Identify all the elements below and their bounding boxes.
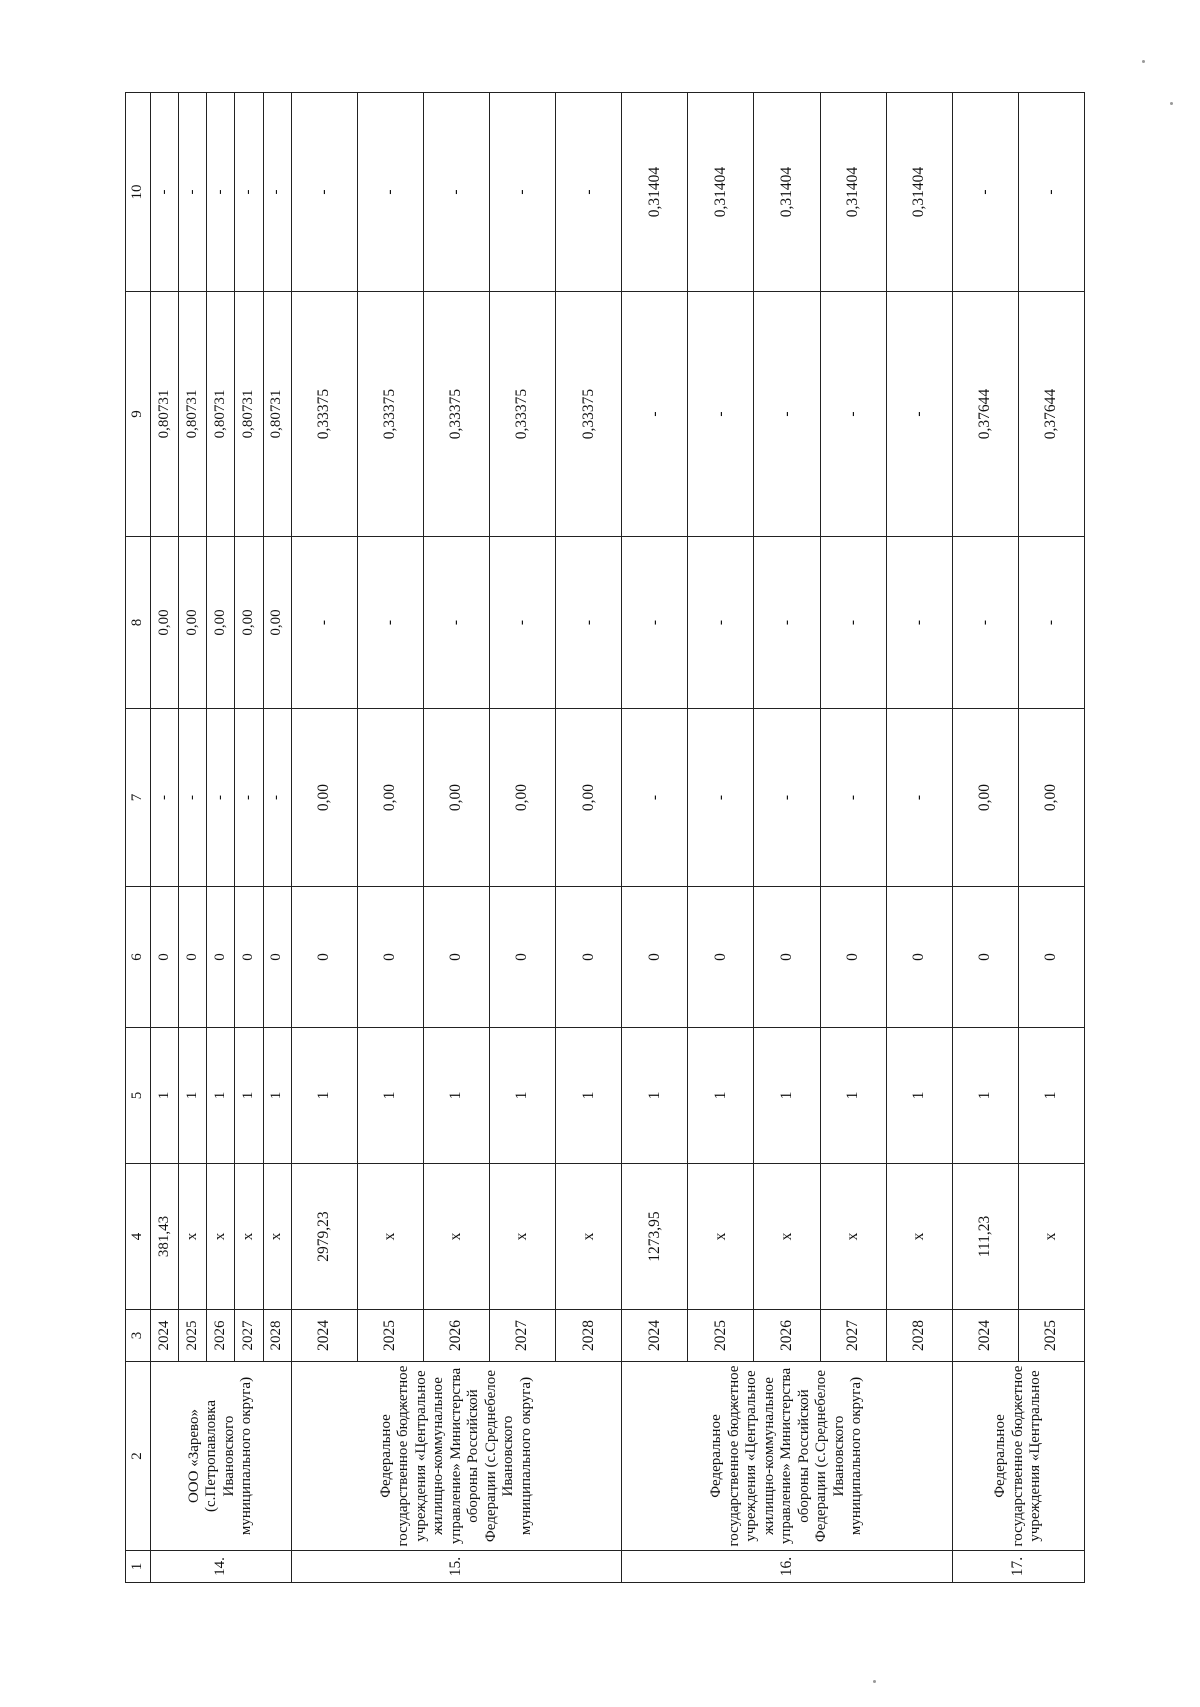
value-cell-c9: 0,80731 bbox=[263, 292, 291, 537]
value-cell-c10: - bbox=[1018, 93, 1084, 292]
value-cell-c7: 0,00 bbox=[357, 709, 423, 887]
value-cell-c10: - bbox=[952, 93, 1018, 292]
value-cell-c8: - bbox=[622, 537, 688, 709]
value-cell-c9: - bbox=[754, 292, 820, 537]
header-cell: 2 bbox=[126, 1362, 151, 1551]
value-cell-c6: 0 bbox=[952, 887, 1018, 1028]
table-row bbox=[263, 93, 291, 1583]
rotated-table-container bbox=[125, 93, 1085, 1583]
value-cell-c6: 0 bbox=[556, 887, 622, 1028]
value-cell-c6: 0 bbox=[235, 887, 263, 1028]
value-cell-c4: x bbox=[357, 1164, 423, 1310]
value-cell-c4: x bbox=[179, 1164, 207, 1310]
value-cell-c5: 1 bbox=[688, 1028, 754, 1164]
value-cell-c8: - bbox=[886, 537, 952, 709]
table-row bbox=[179, 93, 207, 1583]
value-cell-c9: 0,80731 bbox=[150, 292, 178, 537]
table-row bbox=[886, 93, 952, 1583]
value-cell-c6: 0 bbox=[423, 887, 489, 1028]
value-cell-c8: - bbox=[291, 537, 357, 709]
value-cell-c9: 0,33375 bbox=[357, 292, 423, 537]
value-cell-c9: 0,33375 bbox=[490, 292, 556, 537]
value-cell-c8: - bbox=[754, 537, 820, 709]
value-cell-c5: 1 bbox=[556, 1028, 622, 1164]
value-cell-c9: - bbox=[688, 292, 754, 537]
row-number: 17. bbox=[952, 1551, 1084, 1583]
value-cell-c4: 2979,23 bbox=[291, 1164, 357, 1310]
value-cell-c7: 0,00 bbox=[490, 709, 556, 887]
value-cell-c4: x bbox=[235, 1164, 263, 1310]
year-cell: 2026 bbox=[754, 1310, 820, 1362]
value-cell-c10: - bbox=[150, 93, 178, 292]
value-cell-c4: x bbox=[556, 1164, 622, 1310]
value-cell-c5: 1 bbox=[622, 1028, 688, 1164]
value-cell-c7: - bbox=[150, 709, 178, 887]
value-cell-c9: - bbox=[886, 292, 952, 537]
header-cell: 1 bbox=[126, 1551, 151, 1583]
table-row bbox=[357, 93, 423, 1583]
value-cell-c6: 0 bbox=[263, 887, 291, 1028]
year-cell: 2028 bbox=[263, 1310, 291, 1362]
table-row bbox=[688, 93, 754, 1583]
value-cell-c9: 0,37644 bbox=[952, 292, 1018, 537]
value-cell-c5: 1 bbox=[150, 1028, 178, 1164]
value-cell-c8: - bbox=[357, 537, 423, 709]
header-cell: 8 bbox=[126, 537, 151, 709]
value-cell-c6: 0 bbox=[1018, 887, 1084, 1028]
value-cell-c6: 0 bbox=[150, 887, 178, 1028]
value-cell-c10: - bbox=[291, 93, 357, 292]
value-cell-c6: 0 bbox=[688, 887, 754, 1028]
scan-speck bbox=[873, 1680, 876, 1683]
value-cell-c4: x bbox=[263, 1164, 291, 1310]
year-cell: 2027 bbox=[820, 1310, 886, 1362]
table-row bbox=[622, 93, 688, 1583]
value-cell-c7: 0,00 bbox=[291, 709, 357, 887]
value-cell-c4: 1273,95 bbox=[622, 1164, 688, 1310]
value-cell-c4: x bbox=[688, 1164, 754, 1310]
value-cell-c7: 0,00 bbox=[952, 709, 1018, 887]
value-cell-c8: 0,00 bbox=[150, 537, 178, 709]
value-cell-c8: 0,00 bbox=[263, 537, 291, 709]
value-cell-c10: - bbox=[423, 93, 489, 292]
value-cell-c10: 0,31404 bbox=[754, 93, 820, 292]
row-number: 16. bbox=[622, 1551, 952, 1583]
organization-name: Федеральное государственное бюджетное учреждения «Центральное жилищно-коммунальное управление» Министерства обороны Российской Федерации (с.Среднебелое Ивановского муниципального округа) bbox=[291, 1362, 621, 1551]
value-cell-c4: x bbox=[754, 1164, 820, 1310]
scan-speck bbox=[1170, 102, 1173, 105]
value-cell-c4: 111,23 bbox=[952, 1164, 1018, 1310]
header-row bbox=[126, 93, 151, 1583]
value-cell-c4: 381,43 bbox=[150, 1164, 178, 1310]
value-cell-c8: - bbox=[490, 537, 556, 709]
table-row bbox=[423, 93, 489, 1583]
header-cell: 5 bbox=[126, 1028, 151, 1164]
value-cell-c10: 0,31404 bbox=[886, 93, 952, 292]
value-cell-c8: - bbox=[1018, 537, 1084, 709]
header-cell: 4 bbox=[126, 1164, 151, 1310]
value-cell-c10: - bbox=[179, 93, 207, 292]
value-cell-c5: 1 bbox=[179, 1028, 207, 1164]
value-cell-c10: 0,31404 bbox=[820, 93, 886, 292]
value-cell-c4: x bbox=[1018, 1164, 1084, 1310]
value-cell-c7: - bbox=[754, 709, 820, 887]
header-cell: 6 bbox=[126, 887, 151, 1028]
value-cell-c6: 0 bbox=[754, 887, 820, 1028]
value-cell-c6: 0 bbox=[291, 887, 357, 1028]
year-cell: 2025 bbox=[179, 1310, 207, 1362]
value-cell-c10: 0,31404 bbox=[688, 93, 754, 292]
value-cell-c10: - bbox=[263, 93, 291, 292]
year-cell: 2024 bbox=[150, 1310, 178, 1362]
table-row bbox=[754, 93, 820, 1583]
value-cell-c6: 0 bbox=[179, 887, 207, 1028]
scan-speck bbox=[1142, 60, 1145, 63]
value-cell-c10: - bbox=[207, 93, 235, 292]
value-cell-c9: 0,80731 bbox=[179, 292, 207, 537]
year-cell: 2027 bbox=[235, 1310, 263, 1362]
year-cell: 2025 bbox=[357, 1310, 423, 1362]
row-number: 15. bbox=[291, 1551, 621, 1583]
value-cell-c10: - bbox=[490, 93, 556, 292]
value-cell-c10: - bbox=[357, 93, 423, 292]
table-row bbox=[291, 93, 357, 1583]
year-cell: 2028 bbox=[886, 1310, 952, 1362]
value-cell-c9: 0,80731 bbox=[207, 292, 235, 537]
year-cell: 2026 bbox=[207, 1310, 235, 1362]
organization-name: ООО «Зарево» (с.Петропавловка Ивановского муниципального округа) bbox=[150, 1362, 291, 1551]
value-cell-c7: - bbox=[263, 709, 291, 887]
value-cell-c6: 0 bbox=[886, 887, 952, 1028]
value-cell-c7: 0,00 bbox=[1018, 709, 1084, 887]
value-cell-c8: - bbox=[556, 537, 622, 709]
value-cell-c6: 0 bbox=[820, 887, 886, 1028]
value-cell-c5: 1 bbox=[952, 1028, 1018, 1164]
value-cell-c5: 1 bbox=[207, 1028, 235, 1164]
value-cell-c7: - bbox=[688, 709, 754, 887]
header-cell: 7 bbox=[126, 709, 151, 887]
value-cell-c7: - bbox=[820, 709, 886, 887]
value-cell-c5: 1 bbox=[423, 1028, 489, 1164]
value-cell-c7: - bbox=[622, 709, 688, 887]
value-cell-c7: 0,00 bbox=[423, 709, 489, 887]
table-row bbox=[820, 93, 886, 1583]
year-cell: 2024 bbox=[622, 1310, 688, 1362]
value-cell-c7: 0,00 bbox=[556, 709, 622, 887]
value-cell-c8: 0,00 bbox=[235, 537, 263, 709]
value-cell-c9: 0,80731 bbox=[235, 292, 263, 537]
year-cell: 2024 bbox=[291, 1310, 357, 1362]
table-row bbox=[490, 93, 556, 1583]
value-cell-c9: - bbox=[820, 292, 886, 537]
value-cell-c4: x bbox=[490, 1164, 556, 1310]
value-cell-c9: - bbox=[622, 292, 688, 537]
year-cell: 2025 bbox=[1018, 1310, 1084, 1362]
year-cell: 2028 bbox=[556, 1310, 622, 1362]
table-row bbox=[952, 93, 1018, 1583]
value-cell-c5: 1 bbox=[263, 1028, 291, 1164]
table-row bbox=[235, 93, 263, 1583]
value-cell-c5: 1 bbox=[1018, 1028, 1084, 1164]
value-cell-c5: 1 bbox=[235, 1028, 263, 1164]
value-cell-c7: - bbox=[235, 709, 263, 887]
value-cell-c10: 0,31404 bbox=[622, 93, 688, 292]
value-cell-c4: x bbox=[207, 1164, 235, 1310]
value-cell-c4: x bbox=[886, 1164, 952, 1310]
value-cell-c9: 0,37644 bbox=[1018, 292, 1084, 537]
value-cell-c9: 0,33375 bbox=[291, 292, 357, 537]
table-row bbox=[1018, 93, 1084, 1583]
year-cell: 2026 bbox=[423, 1310, 489, 1362]
value-cell-c9: 0,33375 bbox=[556, 292, 622, 537]
value-cell-c6: 0 bbox=[357, 887, 423, 1028]
year-cell: 2025 bbox=[688, 1310, 754, 1362]
header-cell: 3 bbox=[126, 1310, 151, 1362]
tariff-table bbox=[125, 92, 1085, 1583]
value-cell-c9: 0,33375 bbox=[423, 292, 489, 537]
value-cell-c5: 1 bbox=[820, 1028, 886, 1164]
value-cell-c6: 0 bbox=[207, 887, 235, 1028]
table-row bbox=[207, 93, 235, 1583]
value-cell-c7: - bbox=[886, 709, 952, 887]
value-cell-c5: 1 bbox=[754, 1028, 820, 1164]
value-cell-c5: 1 bbox=[490, 1028, 556, 1164]
value-cell-c8: - bbox=[423, 537, 489, 709]
value-cell-c6: 0 bbox=[490, 887, 556, 1028]
value-cell-c8: - bbox=[820, 537, 886, 709]
value-cell-c10: - bbox=[235, 93, 263, 292]
value-cell-c5: 1 bbox=[357, 1028, 423, 1164]
table-row bbox=[556, 93, 622, 1583]
value-cell-c8: 0,00 bbox=[179, 537, 207, 709]
year-cell: 2024 bbox=[952, 1310, 1018, 1362]
header-cell: 10 bbox=[126, 93, 151, 292]
value-cell-c4: x bbox=[423, 1164, 489, 1310]
organization-name: Федеральное государственное бюджетное учреждения «Центральное жилищно-коммунальное управление» Министерства обороны Российской Федерации (с.Среднебелое Ивановского муниципального округа) bbox=[622, 1362, 952, 1551]
value-cell-c6: 0 bbox=[622, 887, 688, 1028]
header-cell: 9 bbox=[126, 292, 151, 537]
value-cell-c5: 1 bbox=[291, 1028, 357, 1164]
value-cell-c4: x bbox=[820, 1164, 886, 1310]
table-row bbox=[150, 93, 178, 1583]
organization-name: Федеральное государственное бюджетное учреждения «Центральное bbox=[952, 1362, 1084, 1551]
value-cell-c5: 1 bbox=[886, 1028, 952, 1164]
value-cell-c8: - bbox=[952, 537, 1018, 709]
row-number: 14. bbox=[150, 1551, 291, 1583]
value-cell-c7: - bbox=[179, 709, 207, 887]
year-cell: 2027 bbox=[490, 1310, 556, 1362]
value-cell-c7: - bbox=[207, 709, 235, 887]
value-cell-c8: - bbox=[688, 537, 754, 709]
value-cell-c8: 0,00 bbox=[207, 537, 235, 709]
value-cell-c10: - bbox=[556, 93, 622, 292]
